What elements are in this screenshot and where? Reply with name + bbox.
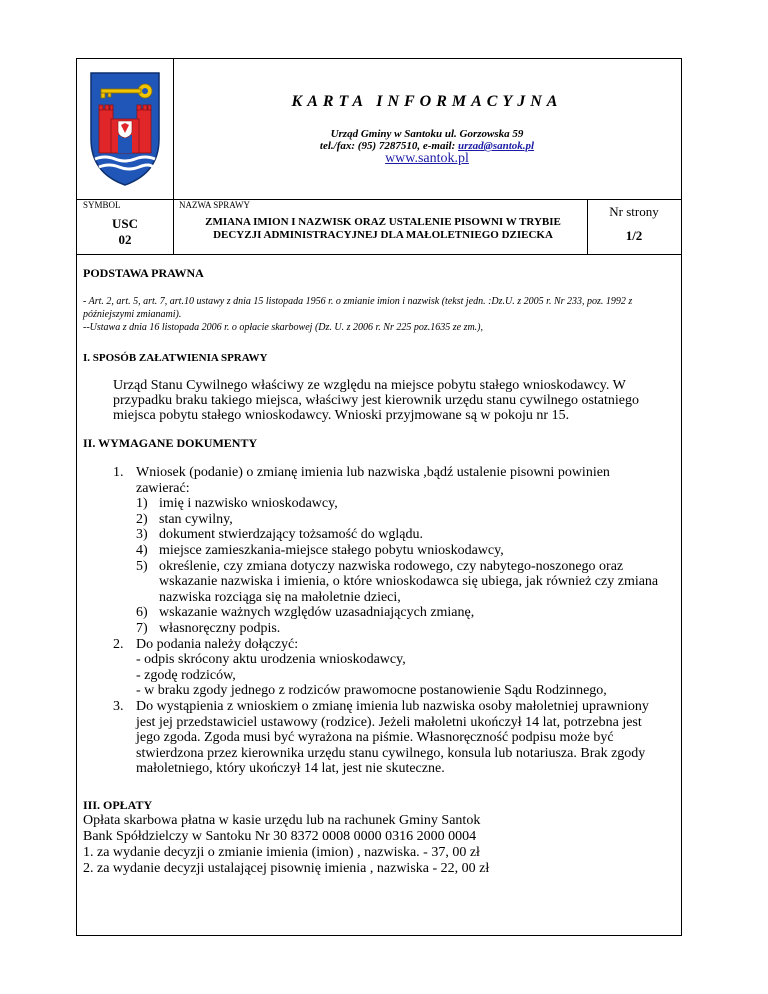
case-name-cell (173, 199, 588, 254)
list-item-number: 2. (113, 636, 124, 652)
sub-item-number: 4) (136, 542, 148, 558)
sub-list-item (83, 621, 659, 637)
list-item (83, 637, 656, 653)
sub-item-number: 7) (136, 620, 148, 636)
sub-item-text: określenie, czy zmiana dotyczy nazwiska rodowego, czy nabytego-noszonego oraz wskazanie nazwiska i imienia, o które wnioskodawca się ubiega, jak również czy zmiana nazwiska rozciąga się na małoletnie dzieci, (159, 558, 659, 605)
sub-item-text: wskazanie ważnych względów uzasadniających zmianę, (159, 605, 475, 621)
sub-item-text: stan cywilny, (159, 511, 233, 527)
fees-payment-info: Opłata skarbowa płatna w kasie urzędu lub na rachunek Gminy Santok (83, 812, 481, 828)
fees-bank-account: Bank Spółdzielczy w Santoku Nr 30 8372 0008 0000 0316 2000 0004 (83, 828, 477, 844)
sub-item-number: 3) (136, 527, 148, 543)
dash-item: - odpis skrócony aktu urodzenia wnioskodawcy, (136, 652, 406, 668)
sub-item-number: 1) (136, 496, 148, 512)
sub-list-item (83, 512, 659, 528)
symbol-value-line1: USC (111, 216, 138, 231)
sub-list-item (83, 543, 659, 559)
website-link[interactable]: www.santok.pl (385, 151, 469, 166)
fee-item: 2. za wydanie decyzji ustalającej pisownię imienia , nazwiska - 22, 00 zł (83, 860, 490, 876)
section1-heading: I. SPOSÓB ZAŁATWIENIA SPRAWY (83, 352, 268, 364)
info-card-frame (76, 58, 682, 936)
sub-list-item (83, 496, 659, 512)
dash-item: - w braku zgody jednego z rodziców prawomocne postanowienie Sądu Rodzinnego, (136, 683, 607, 699)
list-item (83, 699, 656, 777)
list-item-text: Do wystąpienia z wnioskiem o zmianę imienia lub nazwiska osoby małoletniej uprawniony jest jej przedstawiciel ustawowy (rodzice). Jeżeli małoletni ukończył 14 lat, potrzebna jest jego zgoda. Zgoda musi być wyrażona na piśmie. Własnoręczność podpisu może być stwierdzona przez kierownika urzędu stanu cywilnego, konsula lub notariusza. Brak zgody małoletniego, który ukończył 14 lat, jest nie skuteczne. (136, 698, 649, 777)
sub-item-text: miejsce zamieszkania-miejsce stałego pobytu wnioskodawcy, (159, 542, 504, 558)
sub-item-number: 6) (136, 605, 148, 621)
symbol-label: SYMBOL (83, 200, 121, 210)
contact-phone: tel./fax: (95) 7287510, e-mail: (319, 140, 458, 152)
list-item-text: Do podania należy dołączyć: (136, 636, 299, 652)
sub-item-text: imię i nazwisko wnioskodawcy, (159, 496, 338, 512)
website (177, 151, 677, 167)
sub-list-item (83, 559, 659, 606)
case-name-value: ZMIANA IMION I NAZWISK ORAZ USTALENIE PISOWNI W TRYBIE DECYZJI ADMINISTRACYJNEJ DLA MAŁOLETNIEGO DZIECKA (205, 216, 561, 241)
card-body (83, 265, 675, 877)
legal-basis-line: - Art. 2, art. 5, art. 7, art.10 ustawy z dnia 15 listopada 1956 r. o zmianie imion i nazwisk (tekst jedn. :Dz.U. z 2005 r. Nr 233, poz. 1992 z późniejszymi zmianami). (83, 296, 633, 320)
section1-text: Urząd Stanu Cywilnego właściwy ze względu na miejsce pobytu stałego wnioskodawcy. W przypadku braku takiego miejsca, właściwy jest kierownik urzędu stanu cywilnego ostatniego miejsca pobytu stałego wnioskodawcy. Wnioski przyjmowane są w pokoju nr 15. (113, 378, 640, 423)
list-item (83, 465, 656, 496)
sub-item-text: własnoręczny podpis. (159, 620, 281, 636)
list-item-number: 1. (113, 465, 124, 480)
sub-list-item (83, 527, 659, 543)
fees-block (83, 813, 675, 877)
symbol-value-line2: 02 (118, 232, 132, 247)
page-number-value: 1/2 (625, 228, 643, 243)
symbol-cell (77, 199, 174, 254)
symbol-value (77, 216, 173, 248)
header-row (77, 59, 681, 200)
email-link[interactable]: urzad@santok.pl (458, 140, 535, 152)
dash-item: - zgodę rodziców, (136, 667, 236, 683)
page-number-cell (587, 199, 681, 254)
fee-item: 1. za wydanie decyzji o zmianie imienia (imion) , nazwiska. - 37, 00 zł (83, 844, 480, 860)
coat-of-arms-icon (87, 69, 163, 189)
case-name-label: NAZWA SPRAWY (179, 200, 251, 210)
list-item-number: 3. (113, 698, 124, 714)
documents-list (83, 465, 675, 777)
sub-item-text: dokument stwierdzający tożsamość do wglądu. (159, 527, 423, 543)
list-item-text: Wniosek (podanie) o zmianę imienia lub nazwiska ,bądź ustalenie pisowni powinien zawierać: (136, 465, 610, 496)
office-address: Urząd Gminy w Santoku ul. Gorzowska 59 (330, 128, 524, 140)
section2-heading: II. WYMAGANE DOKUMENTY (83, 436, 258, 450)
page-number-label: Nr strony (609, 204, 659, 219)
section3-heading: III. OPŁATY (83, 797, 153, 812)
card-title: KARTA INFORMACYJNA (291, 93, 563, 110)
sub-item-number: 2) (136, 511, 148, 527)
meta-row (77, 199, 681, 255)
legal-basis-text (83, 295, 675, 334)
sub-item-number: 5) (136, 558, 148, 574)
legal-basis-heading: PODSTAWA PRAWNA (83, 266, 204, 280)
logo-cell (77, 59, 174, 199)
sub-list-item (83, 605, 659, 621)
legal-basis-line: --Ustawa z dnia 16 listopada 2006 r. o opłacie skarbowej (Dz. U. z 2006 r. Nr 225 poz.1635 ze zm.), (83, 322, 484, 333)
